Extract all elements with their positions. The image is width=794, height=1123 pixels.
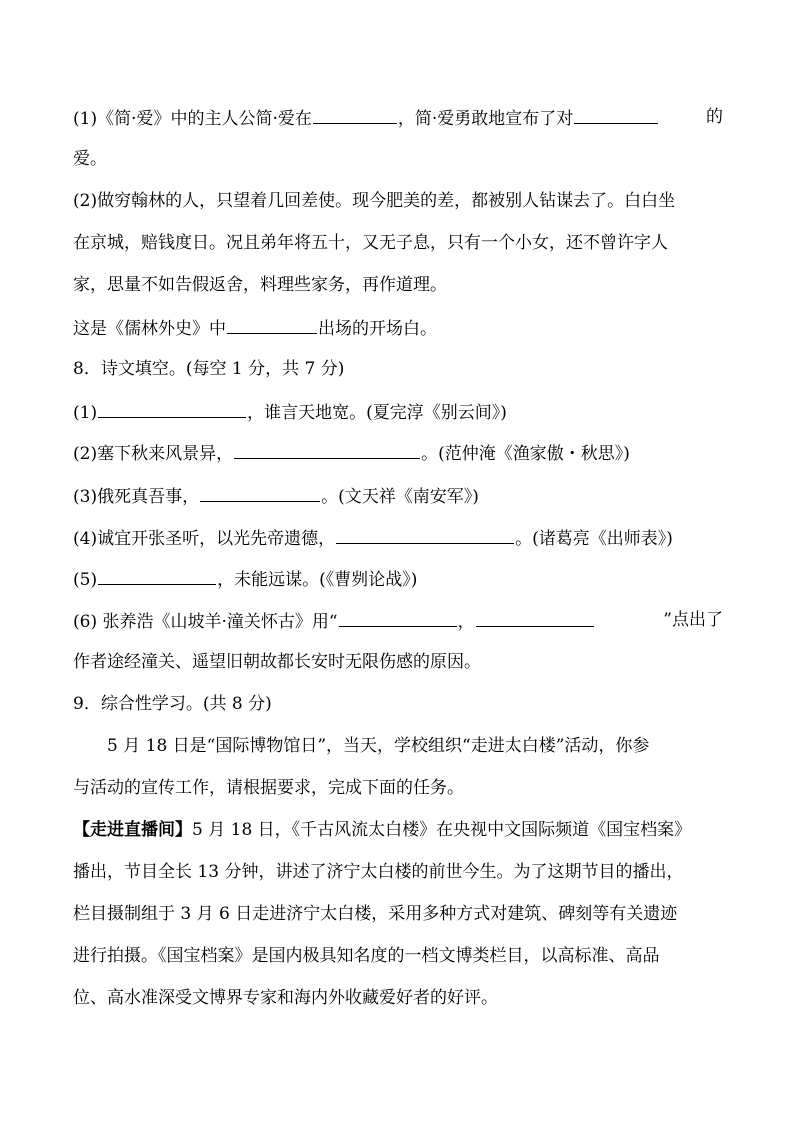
q9-paragraph-line3: 栏目摄制组于 3 月 6 日走进济宁太白楼，采用多种方式对建筑、碑刻等有关遗迹 (73, 904, 678, 924)
q9-intro-line1: 5 月 18 日是“国际博物馆日”，当天，学校组织“走进太白楼”活动，你参 (107, 736, 650, 756)
q9-paragraph-line5: 位、高水准深受文博界专家和海内外收藏爱好者的好评。 (73, 988, 498, 1008)
q8-item-6-line2: 作者途经潼关、遥望旧朝故都长安时无限伤感的原因。 (73, 652, 481, 672)
q7-part2-line2: 在京城，赔钱度日。况且弟年将五十，又无子息，只有一个小女，还不曾许字人 (73, 233, 668, 253)
q9-heading: 9．综合性学习。(共 8 分) (73, 694, 272, 714)
q8-heading: 8．诗文填空。(每空 1 分，共 7 分) (73, 359, 345, 379)
q8-item-1: (1) ，谁言天地宽。(夏完淳《别云间》) (73, 400, 723, 424)
q8-item-6-line1: (6) 张养浩《山坡羊·潼关怀古》用“ ， ”点出了 (73, 610, 723, 632)
answer-blank[interactable] (339, 609, 457, 627)
q9-paragraph-line1: 【走进直播间】5 月 18 日，《千古风流太白楼》在央视中文国际频道《国宝档案》 (73, 820, 692, 840)
q7-part2-line4: 这是《儒林外史》中 出场的开场白。 (73, 316, 723, 340)
q8-item-2: (2)塞下秋来风景异， 。(范仲淹《渔家傲・秋思》) (73, 441, 723, 465)
q9-paragraph-line4: 进行拍摄。《国宝档案》是国内极具知名度的一档文博类栏目，以高标准、高品 (73, 946, 660, 966)
answer-blank[interactable] (336, 526, 514, 544)
q7-part2-line1: (2)做穷翰林的人，只望着几回差使。现今肥美的差，都被别人钻谋去了。白白坐 (73, 191, 676, 211)
q7-part1-line2: 爱。 (73, 149, 107, 169)
q8-item-5: (5) ，未能远谋。(《曹刿论战》) (73, 567, 723, 591)
q8-item-4: (4)诚宜开张圣听，以光先帝遗德， 。(诸葛亮《出师表》) (73, 526, 723, 550)
answer-blank[interactable] (574, 106, 658, 124)
q9-intro-line2: 与活动的宣传工作，请根据要求，完成下面的任务。 (73, 778, 464, 798)
answer-blank[interactable] (313, 106, 397, 124)
q9-paragraph-line2: 播出，节目全长 13 分钟，讲述了济宁太白楼的前世今生。为了这期节目的播出， (73, 862, 684, 882)
answer-blank[interactable] (476, 609, 594, 627)
answer-blank[interactable] (234, 441, 420, 459)
section-tag: 【走进直播间】 (73, 820, 192, 840)
q7-part2-line3: 家，思量不如告假返舍，料理些家务，再作道理。 (73, 275, 447, 295)
answer-blank[interactable] (200, 484, 320, 502)
answer-blank[interactable] (227, 316, 317, 334)
answer-blank[interactable] (98, 567, 216, 585)
answer-blank[interactable] (98, 400, 246, 418)
q8-item-3: (3)俄死真吾事， 。(文天祥《南安军》) (73, 484, 723, 508)
q7-part1-line1: (1)《简·爱》中的主人公简·爱在 ，简·爱勇敢地宣布了对 的 (73, 107, 723, 129)
